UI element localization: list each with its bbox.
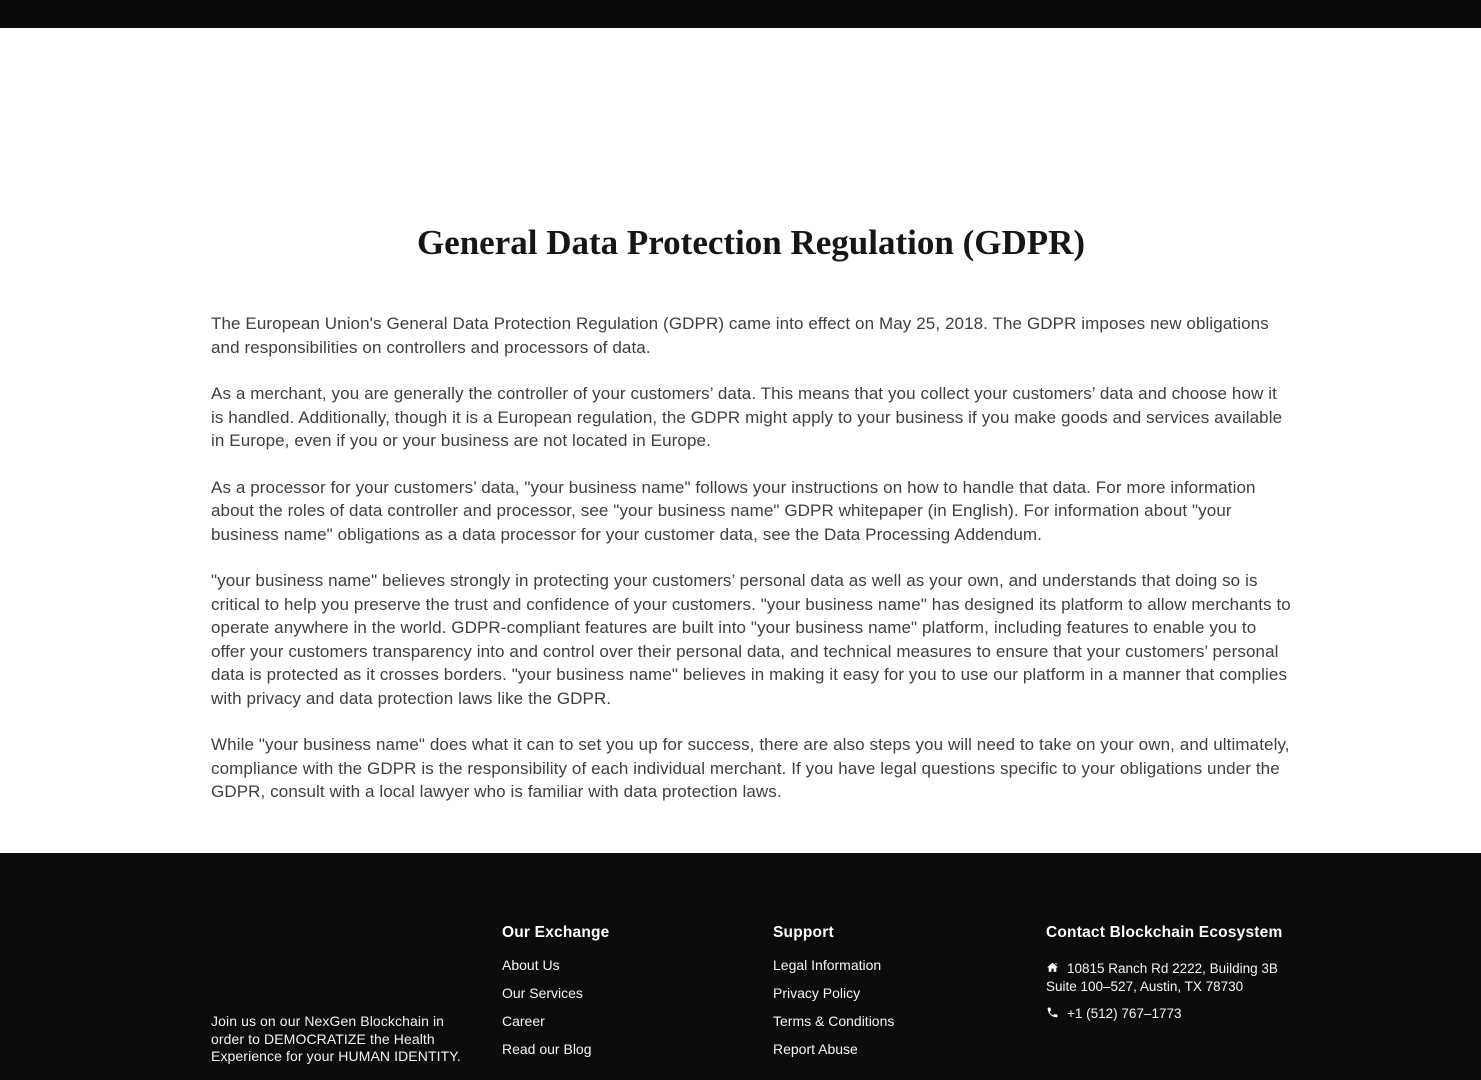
footer-link-career[interactable]: Career bbox=[502, 1013, 545, 1029]
footer-column-our-exchange bbox=[502, 923, 610, 1063]
body-paragraph-2: As a merchant, you are generally the controller of your customers’ data. This means that you collect your customers’ data and choose how it is handled. Additionally, though it is a European regulation, the GDPR might apply to your business if you make goods and services available in Europe, even if you or your business are not located in Europe. bbox=[211, 384, 1283, 450]
gdpr-article bbox=[211, 312, 1291, 804]
footer-tagline-line: Experience for your HUMAN IDENTITY. bbox=[211, 1048, 461, 1064]
page-title: General Data Protection Regulation (GDPR) bbox=[416, 223, 1086, 262]
footer-heading-support: Support bbox=[773, 924, 834, 941]
body-paragraph-4: "your business name" believes strongly in protecting your customers’ personal data as well as your own, and understands that doing so is critical to help you preserve the trust and confidence of your customers. "your business name" has designed its platform to allow merchants to operate anywhere in the world. GDPR-compliant features are built into "your business name" platform, including features to enable you to offer your customers transparency into and control over their personal data, and technical measures to ensure that your customers’ personal data is protected as it crosses borders. "your business name" believes in making it easy for you to use our platform in a manner that complies with privacy and data protection laws like the GDPR. bbox=[211, 571, 1291, 708]
footer-link-privacy-policy[interactable]: Privacy Policy bbox=[773, 985, 861, 1001]
footer-heading-contact: Contact Blockchain Ecosystem bbox=[1046, 924, 1283, 941]
body-paragraph-3: As a processor for your customers’ data, "your business name" follows your instructions on how to handle that data. For more information about the roles of data controller and processor, see "your business name" GDPR whitepaper (in English). For information about "your business name" obligations as a data processor for your customer data, see the Data Processing Addendum. bbox=[211, 477, 1256, 544]
contact-phone[interactable]: +1 (512) 767–1773 bbox=[1046, 1005, 1282, 1023]
contact-address-line-1: 10815 Ranch Rd 2222, Building 3B bbox=[1046, 960, 1282, 978]
footer-link-legal-information[interactable]: Legal Information bbox=[773, 957, 882, 973]
phone-icon bbox=[1046, 1006, 1059, 1019]
footer-link-read-our-blog[interactable]: Read our Blog bbox=[502, 1041, 592, 1057]
body-paragraph-5: While "your business name" does what it can to set you up for success, there are also steps you will need to take on your own, and ultimately, compliance with the GDPR is the responsibility of each individual merchant. If you have legal questions specific to your obligations under the GDPR, consult with a local lawyer who is familiar with data protection laws. bbox=[211, 735, 1290, 801]
home-icon bbox=[1046, 961, 1059, 974]
footer-tagline-line: order to DEMOCRATIZE the Health bbox=[211, 1030, 435, 1047]
footer-column-support bbox=[773, 923, 894, 1063]
footer-tagline-line: Join us on our NexGen Blockchain in bbox=[211, 1013, 445, 1029]
footer-column-contact bbox=[1046, 923, 1282, 1023]
footer-heading-our-exchange: Our Exchange bbox=[502, 924, 610, 941]
content bbox=[211, 28, 1291, 827]
footer-link-our-services[interactable]: Our Services bbox=[502, 985, 583, 1001]
contact-address-line-2: Suite 100–527, Austin, TX 78730 bbox=[1046, 979, 1244, 994]
footer-link-terms-conditions[interactable]: Terms & Conditions bbox=[773, 1013, 895, 1029]
footer bbox=[0, 853, 1481, 1080]
contact-address bbox=[1046, 960, 1282, 996]
top-bar bbox=[0, 0, 1481, 28]
body-paragraph-1: The European Union's General Data Protection Regulation (GDPR) came into effect on May 25, 2018. The GDPR imposes new obligations and responsibilities on controllers and processors of data. bbox=[211, 314, 1269, 357]
footer-tagline bbox=[211, 1013, 461, 1066]
footer-link-about-us[interactable]: About Us bbox=[502, 957, 560, 973]
footer-link-report-abuse[interactable]: Report Abuse bbox=[773, 1041, 858, 1057]
